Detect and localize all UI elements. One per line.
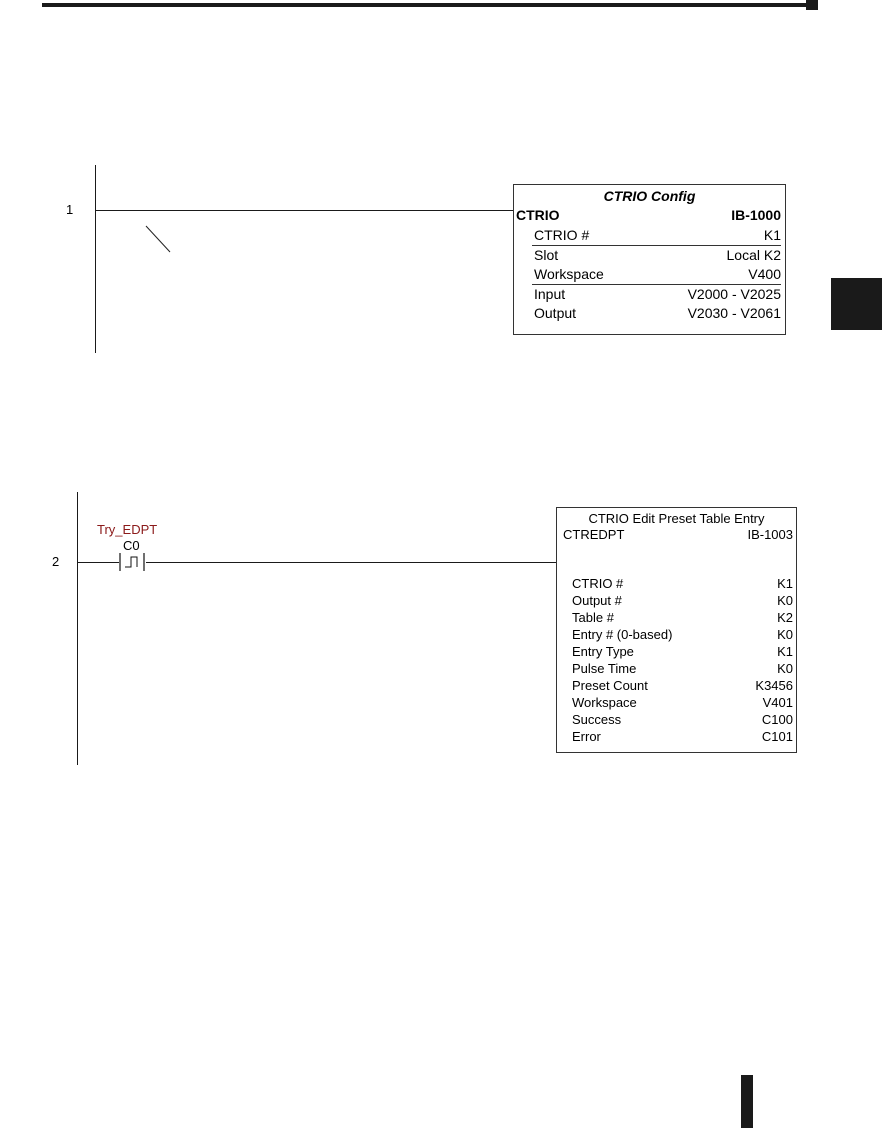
param-value: K1 [763, 227, 781, 243]
param-label: Success [572, 712, 622, 727]
param-row [557, 712, 796, 729]
block-name: CTRIO [516, 207, 560, 223]
param-label: Workspace [534, 266, 604, 282]
param-value: K1 [777, 644, 793, 659]
param-row [557, 610, 796, 627]
param-row [557, 695, 796, 712]
rung-number-2: 2 [52, 554, 60, 569]
block-id: IB-1000 [731, 207, 781, 223]
side-tab [831, 278, 882, 330]
contact-address: C0 [123, 538, 140, 553]
param-label: Table # [572, 610, 614, 625]
param-value: K0 [777, 627, 793, 642]
param-value: K1 [777, 576, 793, 591]
block-title: CTRIO Edit Preset Table Entry [588, 511, 765, 526]
rung-1-slash-mark [140, 220, 180, 260]
param-label: Preset Count [572, 678, 648, 693]
contact-nickname: Try_EDPT [97, 522, 158, 537]
param-row [514, 305, 785, 324]
param-row [514, 227, 785, 246]
param-row [514, 286, 785, 305]
param-label: Entry # (0-based) [572, 627, 673, 642]
param-value: K3456 [755, 678, 793, 693]
param-row [514, 266, 785, 285]
param-label: Output [534, 305, 577, 321]
param-value: V400 [748, 266, 781, 282]
ctredpt-block[interactable] [556, 507, 797, 753]
param-row [557, 729, 796, 746]
param-label: Workspace [572, 695, 637, 710]
param-value: V2000 - V2025 [687, 286, 781, 302]
footer-mark [741, 1075, 753, 1128]
power-rail-2 [77, 492, 78, 765]
divider [532, 284, 781, 285]
ctrio-config-block[interactable] [513, 184, 786, 335]
param-row [557, 678, 796, 695]
param-label: CTRIO # [534, 227, 590, 243]
power-rail-1 [95, 165, 96, 353]
param-label: CTRIO # [572, 576, 624, 591]
param-value: K0 [777, 593, 793, 608]
param-label: Entry Type [572, 644, 634, 659]
param-value: V2030 - V2061 [687, 305, 781, 321]
param-value: C100 [761, 712, 793, 727]
rung-number-1: 1 [66, 202, 74, 217]
param-row [514, 247, 785, 266]
param-row [557, 644, 796, 661]
block-id: IB-1003 [747, 527, 793, 542]
param-row [557, 593, 796, 610]
param-label: Pulse Time [572, 661, 637, 676]
positive-edge-contact-icon[interactable] [118, 553, 148, 573]
header-rule [42, 3, 812, 7]
param-row [557, 661, 796, 678]
param-value: K2 [777, 610, 793, 625]
param-row [557, 627, 796, 644]
param-value: K0 [777, 661, 793, 676]
param-label: Slot [534, 247, 559, 263]
param-value: V401 [762, 695, 793, 710]
param-value: Local K2 [726, 247, 781, 263]
param-label: Input [534, 286, 566, 302]
block-title: CTRIO Config [603, 188, 696, 204]
param-value: C101 [761, 729, 793, 744]
divider [532, 245, 781, 246]
block-name: CTREDPT [563, 527, 625, 542]
rung-2-wire-right [146, 562, 556, 563]
param-row [557, 576, 796, 593]
rung-1-wire [95, 210, 513, 211]
rung-2-wire-left [77, 562, 119, 563]
header-rule-end [806, 0, 818, 10]
param-label: Error [572, 729, 601, 744]
param-label: Output # [572, 593, 622, 608]
